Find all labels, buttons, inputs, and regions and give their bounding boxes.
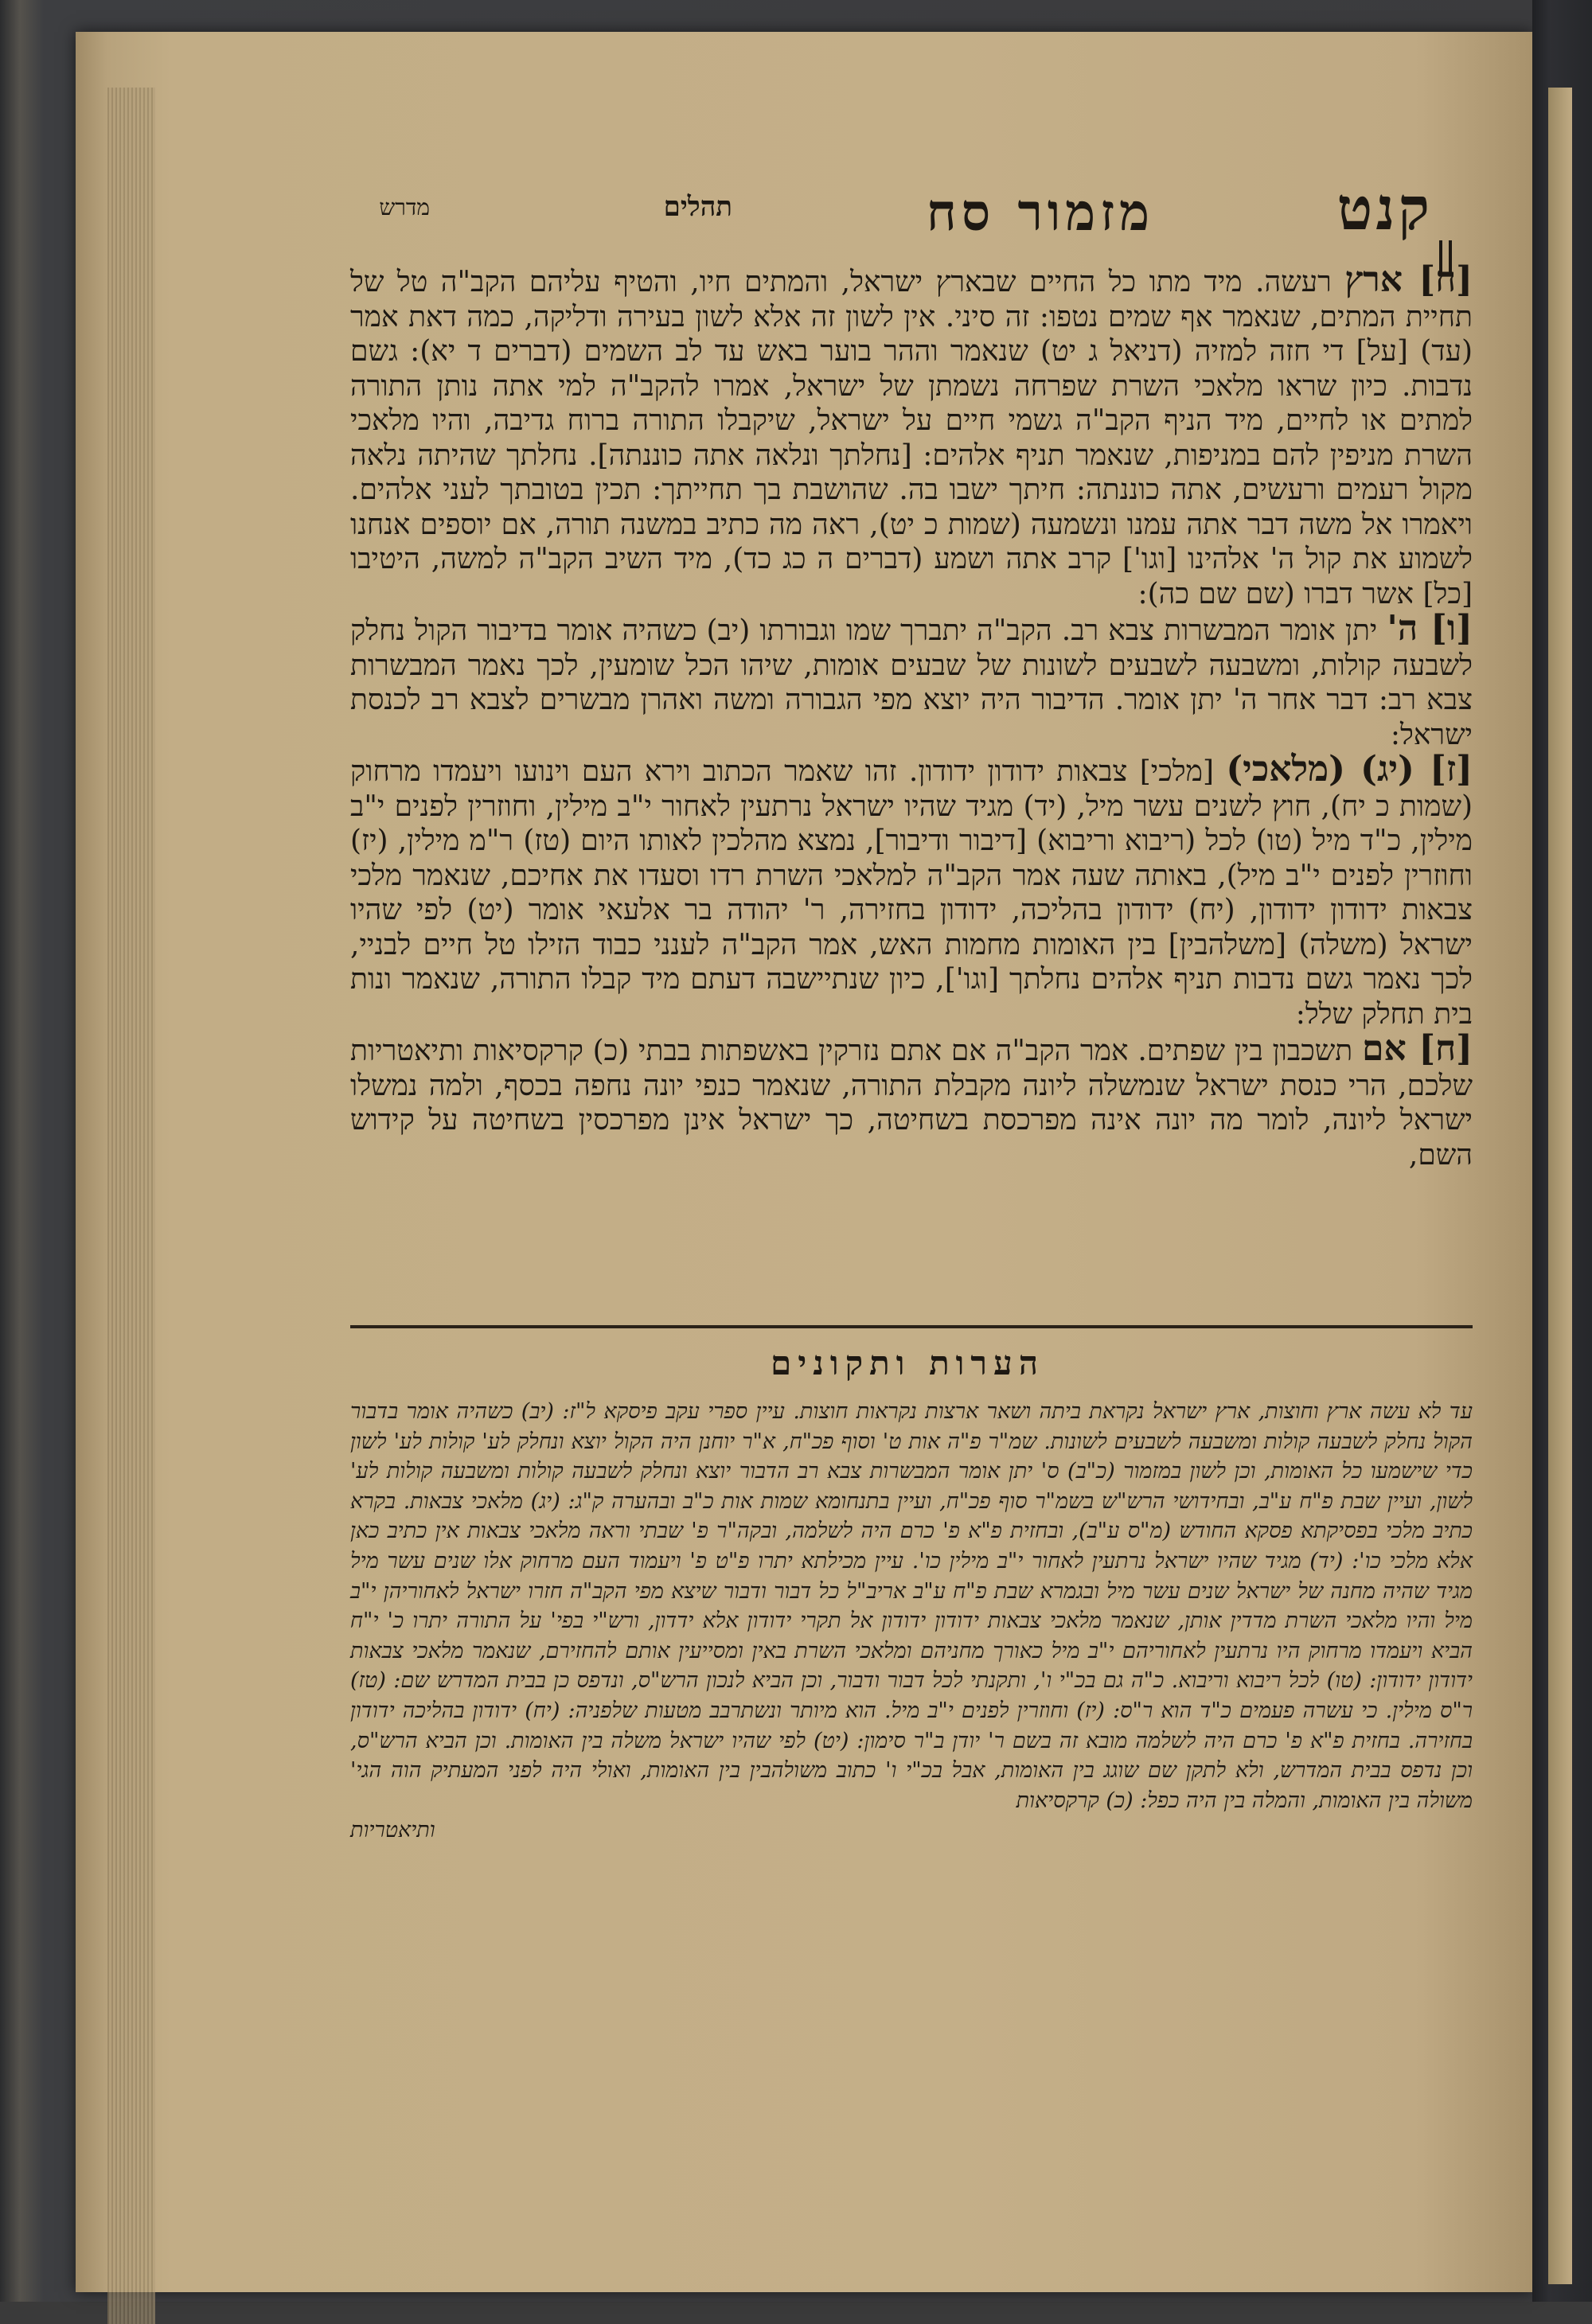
paragraph-10-opening: [ו] ה' xyxy=(1387,608,1473,649)
paragraph-11 xyxy=(350,749,1473,1031)
next-page-edge xyxy=(1548,88,1572,2284)
section-divider xyxy=(350,1325,1473,1328)
notes-catchword: ותיאטריות xyxy=(350,1818,435,1843)
psalm-title: מזמור סח xyxy=(926,183,1154,243)
page-number: קנט xyxy=(1336,175,1433,244)
paragraph-12-body: תשכבון בין שפתים. אמר הקב"ה אם אתם נזרקין באשפתות בבתי (כ) קרקסיאות ותיאטריות שלכם, הרי כנסת ישראל שנמשלה ליונה מקבלת התורה, שנאמר כנפי יונה נחפה בכסף, ולמה נמשלו ישראל ליונה, לומר מה יונה אינה מפרכסת בשחיטה, כך ישראל אינן מפרכסין בשחיטה על קידוש השם, xyxy=(350,1035,1473,1172)
notes-title: הערות ותקונים xyxy=(770,1343,1044,1382)
book-name: תהלים xyxy=(663,191,732,223)
paragraph-10 xyxy=(350,608,1473,752)
midrash-label: מדרש xyxy=(379,194,430,220)
paragraph-10-body: יתן אומר המבשרות צבא רב. הקב"ה יתברך שמו וגבורתו (יב) כשהיה אומר בדיבור הקול נחלק לשבעה קולות, ומשבעה לשבעים לשונות של שבעים אומות, שיהו הכל שומעין, לכך נאמר המבשרות צבא רב: דבר אחר ה' יתן אומר. הדיבור היה יוצא מפי הגבורה ומשה ואהרן מבשרים לצבא רב לכנסת ישראל: xyxy=(350,614,1473,751)
paragraph-8-body: רעשה. מיד מתו כל החיים שבארץ ישראל, והמתים חיו, והטיף עליהם הקב"ה טל של תחיית המתים, שנאמר אף שמים נטפו: זה סיני. אין לשון זה אלא לשון בעירה ודליקה, כמה דאת אמר (עד) [על] די חזה למזיה (דניאל ג יט) שנאמר וההר בוער באש עד לב השמים (דברים ד יא): גשם נדבות. כיון שראו מלאכי השרת שפרחה נשמתן של ישראל, אמרו להקב"ה למי אתה נותן התורה למתים או לחיים, מיד הניף הקב"ה גשמי חיים על ישראל, שיקבלו התורה ברוח גדיבה, והיו מלאכי השרת מניפין להם במניפות, שנאמר תניף אלהים: [נחלתך ונלאה אתה כוננתה]. נחלתך שהיתה נלאה מקול רעמים ורעשים, אתה כוננתה: חיתך ישבו בה. שהושבת בך תחייתך: תכין בטובתך לעני אלהים. ויאמרו אל משה דבר אתה עמנו ונשמעה (שמות כ יט), ראה מה כתיב במשנה תורה, אם יוספים אנחנו לשמוע את קול ה' אלהינו [וגו'] קרב אתה ושמע (דברים ה כג כד), מיד השיב הקב"ה למשה, היטיבו [כל] אשר דברו (שם שם כה): xyxy=(350,266,1473,610)
paragraph-8-opening: [ח] ארץ xyxy=(1344,259,1473,300)
paragraph-11-opening: [ז] (יג) (מלאכי) xyxy=(1226,749,1473,790)
notes-section xyxy=(350,1397,1473,2049)
paragraph-8 xyxy=(350,259,1473,611)
page-edges xyxy=(107,88,155,2324)
paragraph-12 xyxy=(350,1028,1473,1172)
notes-body: עד לא עשה ארץ וחוצות, ארץ ישראל נקראת ביתה ושאר ארצות נקראות חוצות. עיין ספרי עקב פיסקא ל"ז: (יב) כשהיה אומר בדבור הקול נחלק לשבעה קולות ומשבעה לשבעים לשונות. שמ"ר פ"ה אות ט' וסוף פכ"ח, א"ר יוחנן היה הקול יוצא ונחלק לע' קולות לע' לשון כדי שישמעו כל האומות, וכן לשון במזמור (כ"ב) ס' יתן אומר המבשרות צבא רב הדבור יוצא ונחלק לשבעה קולות ומשבעה קולות לע' לשון, ועיין שבת פ"ח ע"ב, ובחידושי הרש"ש בשמ"ר סוף פכ"ח, ועיין בתנחומא שמות אות כ"ב ובהערה ק"ג: (יג) מלאכי צבאות. בקרא כתיב מלכי בפסיקתא פסקא החודש (מ"ס ע"ב), ובחזית פ"א פ' כרם היה לשלמה, ובקה"ר פ' שבתי וראה מלאכי צבאות אין כתיב כאן אלא מלכי כו': (יד) מגיד שהיו ישראל נרתעין לאחור י"ב מילין כו'. עיין מכילתא יתרו פ"ט פ' ויעמוד העם מרחוק אלו שנים עשר מיל מגיד שהיה מחנה של ישראל שנים עשר מיל ובגמרא שבת פ"ח ע"ב אריב"ל כל דבור ודבור שיצא מפי הקב"ה חזרו ישראל לאחוריהן י"ב מיל והיו מלאכי השרת מדדין אותן, שנאמר מלאכי צבאות ידודון ידודון אל תקרי ידודון אלא ידדון, ורש"י בפי' על התורה יתרו כ' י"ח הביא ויעמדו מרחוק היו נרתעין לאחוריהם י"ב מיל כאורך מחניהם ומלאכי השרת באין ומסייעין אותם להחזירם, שנאמר מלאכי צבאות ידודון ידודון: (טו) לכל ריבוא וריבוא. כ"ה גם בכ"י ו', ותקנתי לכל דבור ודבור, וכן הביא לנכון הרש"ס, ונדפס כן בבית המדרש שם: (טז) ר"ס מילין. כי עשרה פעמים כ"ד הוא ר"ס: (יז) וחוזרין לפנים י"ב מיל. הוא מיותר ונשתרבב מטעות שלפניה: (יח) ידודון בהליכה ידודון בחזירה. בחזית פ"א פ' כרם היה לשלמה מובא זה בשם ר' יודן ב"ר סימון: (יט) לפי שהיו ישראל משלה בין האומות. וכן הביא הרש"ס, וכן נדפס בבית המדרש, ולא לתקן שם שוגג בין האומות, אבל בכ"י ו' כתוב משולהבין בין האומות, ואולי היה לפני המעתיק הוה הגי' משולה בין האומות, והמלה בין היה כפל: (כ) קרקסיאות xyxy=(350,1399,1473,1813)
paragraph-12-opening: [ח] אם xyxy=(1362,1028,1473,1069)
running-header xyxy=(342,175,1433,263)
main-text xyxy=(350,259,1473,1289)
paragraph-11-body: [מלכי] צבאות ידודון ידודון. זהו שאמר הכתוב וירא העם וינועו ויעמדו מרחוק (שמות כ יח), חוץ לשנים עשר מיל, (יד) מגיד שהיו ישראל נרתעין לאחור י"ב מילין, וחוזרין לפנים י"ב מילין, כ"ד מיל (טו) לכל (ריבוא וריבוא) [דיבור ודיבור], נמצא מהלכין לאותו היום (טז) ר"מ מילין, (יז) וחוזרין לפנים י"ב מיל), באותה שעה אמר הקב"ה למלאכי השרת רדו וסעדו את אחיכם, שנאמר מלכי צבאות ידודון ידודון, (יח) ידודון בהליכה, ידודון בחזירה, ר' יהודה בר אלעאי אומר (יט) לפי שהיו ישראל (משלה) [משלהבין] בין האומות מחמות האש, אמר הקב"ה לענני כבוד הזילו טל חיים לבניי, לכך נאמר גשם נדבות תניף אלהים נחלתך [וגו'], כיון שנתיישבה דעתם מיד קבלו התורה, שנאמר ונות בית תחלק שלל: xyxy=(350,755,1473,1031)
